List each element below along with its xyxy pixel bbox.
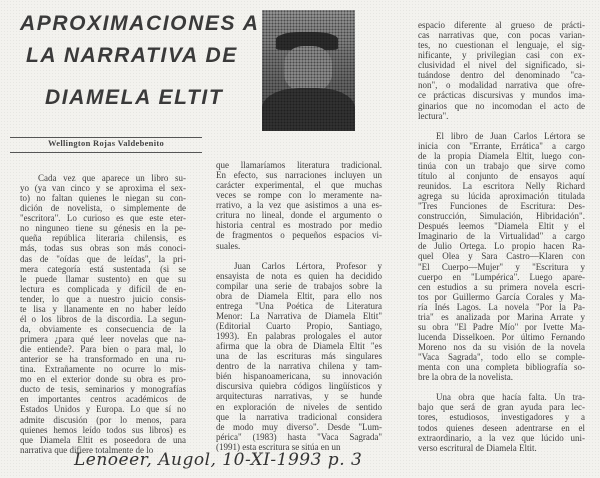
text-line: El libro de Juan Carlos Lértora se bbox=[436, 130, 585, 141]
text-line: Imaginario de la Virtualidad" a cargo bbox=[418, 231, 585, 242]
text-line: que la narrativa tradicional considera bbox=[216, 411, 382, 422]
paragraph bbox=[418, 392, 585, 452]
text-line: to) no faltan quienes le niegan su con- bbox=[20, 193, 186, 204]
text-line: yo (ya van cinco y se aproxima el sex- bbox=[20, 183, 186, 194]
text-line: (Editorial Cuarto Propio, Santiago, bbox=[216, 321, 382, 331]
text-line: Cada vez que aparece un libro su- bbox=[38, 173, 186, 183]
handwritten-source-note: Lenoeer, Augol, 10-XI-1993 p. 3 bbox=[74, 450, 363, 470]
text-line: tes, no cuestionan el lenguaje, el sig- bbox=[418, 40, 585, 51]
text-line: cen estudios a su primera novela escri- bbox=[418, 281, 585, 292]
text-line: en exploración de niveles de sentido bbox=[216, 401, 382, 412]
paragraph bbox=[216, 261, 382, 452]
text-line: verso escritural de Diamela Eltit. bbox=[418, 442, 537, 453]
text-line: él o los libros de la discordia. La segun- bbox=[20, 313, 186, 324]
text-line: título al conjunto de ensayos aquí bbox=[418, 170, 585, 181]
text-line: arquitecturas narrativas, y se hunde bbox=[216, 391, 382, 402]
text-line: espacio diferente al grueso de prácti- bbox=[418, 20, 585, 30]
text-line: afirma que la obra de Diamela Eltit "es bbox=[216, 341, 382, 352]
text-line: Moreno nos da su visión de la novela bbox=[418, 342, 585, 352]
headline-line-2: LA NARRATIVA DE bbox=[26, 44, 238, 67]
text-line: bajo que será de gran ayuda para lec- bbox=[418, 402, 585, 413]
text-line: mera categoría está sustentada (si se bbox=[20, 263, 186, 274]
article-column-1 bbox=[20, 173, 186, 455]
text-line: narrativa que difiere totalmente de lo bbox=[20, 444, 154, 455]
text-line: rrativo, a la vez que asistimos a una es- bbox=[216, 200, 382, 211]
text-line: die entiende?. Para bien o para mal, lo bbox=[20, 344, 186, 355]
text-line: ce prácticas discursivas y mundos ima- bbox=[418, 90, 585, 101]
text-line: ensayista de nota es quien ha decidido bbox=[216, 270, 382, 281]
text-line: quienes hemos leído todos sus libros) es bbox=[20, 424, 186, 435]
text-line: Una obra que hacía falta. Un tra- bbox=[436, 392, 585, 403]
text-line: agrega su lúcida aproximación titulada bbox=[418, 191, 585, 202]
text-line: En efecto, sus narraciones incluyen un bbox=[216, 170, 382, 181]
text-line: 1993). En palabras prologales el autor bbox=[216, 331, 382, 342]
text-line: (1991) esta escritura se sitúa en un bbox=[216, 441, 341, 452]
text-line: inicia con "Errante, Errática" a cargo bbox=[418, 140, 585, 151]
byline-bottom-rule bbox=[10, 152, 202, 153]
text-line: discursiva quiebra códigos lingüísticos y bbox=[216, 381, 382, 392]
text-line: "Tres Funciones de Escritura: Des- bbox=[418, 201, 585, 212]
text-line: primera ¿para qué leer novelas que na- bbox=[20, 334, 186, 344]
text-line: cas narrativas que, con pocas varian- bbox=[418, 30, 585, 41]
text-line: ducto de tesis, seminarios y monografías bbox=[20, 384, 186, 395]
text-line: historia central es mostrado por medio bbox=[216, 220, 382, 231]
text-line: te lisa y llanamente en no haber leído bbox=[20, 303, 186, 314]
text-line: bién hispanoamericana, su innovación bbox=[216, 371, 382, 382]
text-line: veces se rompe con lo meramente na- bbox=[216, 190, 382, 201]
paragraph bbox=[418, 131, 585, 383]
text-line: compilar una serie de trabajos sobre la bbox=[216, 280, 382, 291]
headline-line-1: APROXIMACIONES A bbox=[20, 12, 260, 35]
text-line: non", o modalidad narrativa que ofre- bbox=[418, 80, 585, 91]
text-line: Menor: La Narrativa de Diamela Eltit" bbox=[216, 310, 382, 321]
text-line: Juan Carlos Lértora, Profesor y bbox=[234, 260, 382, 271]
byline: Wellington Rojas Valdebenito bbox=[47, 138, 165, 148]
text-line: construcción, Simulación, Hibridación". bbox=[418, 211, 585, 222]
text-line: queña república literaria chilensis, es bbox=[20, 233, 186, 244]
text-line: "Vaca Sagrada", todo ello se comple- bbox=[418, 352, 585, 363]
article-column-3 bbox=[418, 20, 585, 453]
text-line: das de "oídas que de leídas", la pri- bbox=[20, 253, 186, 264]
text-line: lectura". bbox=[418, 110, 449, 121]
text-line: más, todas sus obras son más conoci- bbox=[20, 243, 186, 254]
headline-line-3: DIAMELA ELTIT bbox=[45, 86, 224, 109]
text-line: le puede llamar sustento) en que su bbox=[20, 273, 186, 284]
paragraph-gap bbox=[216, 251, 382, 261]
text-line: carácter experimental, el que muchas bbox=[216, 180, 382, 191]
article-column-2 bbox=[216, 160, 382, 452]
text-line: reunidos. La escritora Nelly Richard bbox=[418, 181, 585, 191]
text-line: quel Olea y Sara Castro—Klaren con bbox=[418, 251, 585, 262]
text-line: tender, lo que a nuestro juicio consis- bbox=[20, 293, 186, 304]
text-line: tinúa con un trabajo que sirve como bbox=[418, 160, 585, 171]
text-line: su obra "El Padre Mío" por Ivette Ma- bbox=[418, 321, 585, 332]
text-line: tores, estudiosos, investigadores y a bbox=[418, 412, 585, 423]
text-line: admite discusión (por lo menos, para bbox=[20, 414, 186, 425]
text-line: una de las escrituras más singulares bbox=[216, 351, 382, 362]
text-line: Después leemos "Diamela Eltit y el bbox=[418, 221, 585, 232]
text-line: suales. bbox=[216, 240, 241, 251]
text-line: obra de Diamela Eltit, para ello nos bbox=[216, 290, 382, 301]
text-line: lucenda Disselkoen. Por último Fernando bbox=[418, 331, 585, 342]
text-line: dición de novelista, o simplemente de bbox=[20, 203, 186, 214]
text-line: nificante, y privilegian casi con ex- bbox=[418, 50, 585, 61]
paragraph-gap bbox=[418, 382, 585, 392]
text-line: anterior se ha transformado en una ru- bbox=[20, 354, 186, 365]
text-line: que llamaríamos literatura tradicional. bbox=[216, 160, 382, 170]
text-line: clusividad el nivel del significado, si- bbox=[418, 60, 585, 71]
text-line: en importantes centros académicos de bbox=[20, 394, 186, 405]
text-line: Estados Unidos y Europa. Lo que sí no bbox=[20, 404, 186, 415]
text-line: périca" (1983) hasta "Vaca Sagrada" bbox=[216, 431, 382, 442]
text-line: no ninguneo tiene su génesis en la pe- bbox=[20, 223, 186, 234]
text-line: lectura es complicada y difícil de en- bbox=[20, 283, 186, 294]
text-line: tina. Extrañamente no ocurre lo mis- bbox=[20, 364, 186, 375]
text-line: dentro de la narrativa chilena y tam- bbox=[216, 361, 382, 372]
paragraph bbox=[418, 20, 585, 121]
text-line: tuándose dentro del denominado "ca- bbox=[418, 70, 585, 81]
paragraph bbox=[20, 173, 186, 455]
text-line: entrega "Una Poética de Literatura bbox=[216, 300, 382, 311]
text-line: ría Inés Lagos. La novela "Por la Pa- bbox=[418, 301, 585, 312]
text-line: bre la obra de la novelista. bbox=[418, 372, 513, 383]
text-line: ginarios que no incomodan el acto de bbox=[418, 100, 585, 111]
text-line: da, obviamente es consecuencia de la bbox=[20, 323, 186, 334]
text-line: todos quienes deseen adentrarse en el bbox=[418, 422, 585, 433]
text-line: de la propia Diamela Eltit, luego con- bbox=[418, 150, 585, 161]
text-line: tos por Guillermo García Corales y Ma- bbox=[418, 291, 585, 302]
text-line: "escritora". Lo curioso es que este eter- bbox=[20, 213, 186, 224]
text-line: "El Cuerpo—Mujer" y "Escritura y bbox=[418, 261, 585, 272]
text-line: cuerpo en "Lumpérica". Luego apare- bbox=[418, 271, 585, 282]
text-line: tria" es analizada por Marina Arrate y bbox=[418, 311, 585, 322]
text-line: que Diamela Eltit es poseedora de una bbox=[20, 434, 186, 445]
text-line: extraordinario, a la vez que lúcido uni- bbox=[418, 432, 585, 443]
text-line: menta con una completa bibliografía so- bbox=[418, 362, 585, 373]
text-line: de modo muy diverso". Desde "Lum- bbox=[216, 421, 382, 432]
text-line: de Julio Ortega. Lo propio hacen Ra- bbox=[418, 241, 585, 252]
text-line: de fragmentos o pequeños espacios vi- bbox=[216, 230, 382, 241]
paragraph bbox=[216, 160, 382, 251]
author-portrait-photo bbox=[262, 10, 355, 131]
paragraph-gap bbox=[418, 121, 585, 131]
text-line: mo en el exterior donde su obra es pro- bbox=[20, 374, 186, 385]
text-line: critura no lineal, donde el argumento o bbox=[216, 210, 382, 221]
